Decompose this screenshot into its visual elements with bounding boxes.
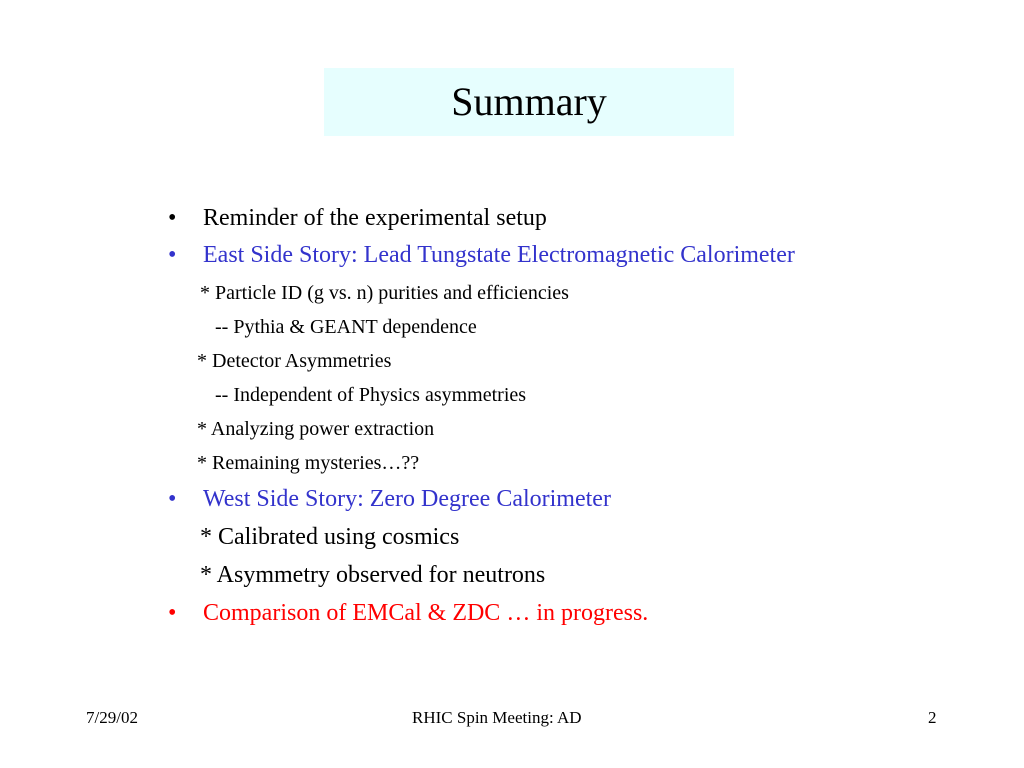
sub-item-pythia: -- Pythia & GEANT dependence xyxy=(215,316,477,338)
bullet-marker: • xyxy=(168,486,177,512)
bullet-marker: • xyxy=(168,205,177,231)
title-box xyxy=(324,68,734,136)
bullet-comparison: Comparison of EMCal & ZDC … in progress. xyxy=(203,600,649,626)
sub-item-asymmetry-neutrons: * Asymmetry observed for neutrons xyxy=(200,562,546,588)
sub-item-detector-asym: * Detector Asymmetries xyxy=(197,350,392,372)
bullet-marker: • xyxy=(168,600,177,626)
sub-item-mysteries: * Remaining mysteries…?? xyxy=(197,452,420,474)
bullet-east-side: East Side Story: Lead Tungstate Electromagnetic Calorimeter xyxy=(203,242,795,268)
bullet-west-side: West Side Story: Zero Degree Calorimeter xyxy=(203,486,611,512)
slide-title: Summary xyxy=(451,79,607,124)
footer-date: 7/29/02 xyxy=(86,708,138,727)
footer-meeting: RHIC Spin Meeting: AD xyxy=(412,708,582,727)
sub-item-independent: -- Independent of Physics asymmetries xyxy=(215,384,527,406)
footer-page-number: 2 xyxy=(928,708,937,727)
sub-item-cosmics: * Calibrated using cosmics xyxy=(200,524,460,550)
bullet-reminder: Reminder of the experimental setup xyxy=(203,205,547,231)
sub-item-analyzing-power: * Analyzing power extraction xyxy=(197,418,435,440)
bullet-marker: • xyxy=(168,242,177,268)
sub-item-particle-id: * Particle ID (g vs. n) purities and efficiencies xyxy=(200,282,569,304)
